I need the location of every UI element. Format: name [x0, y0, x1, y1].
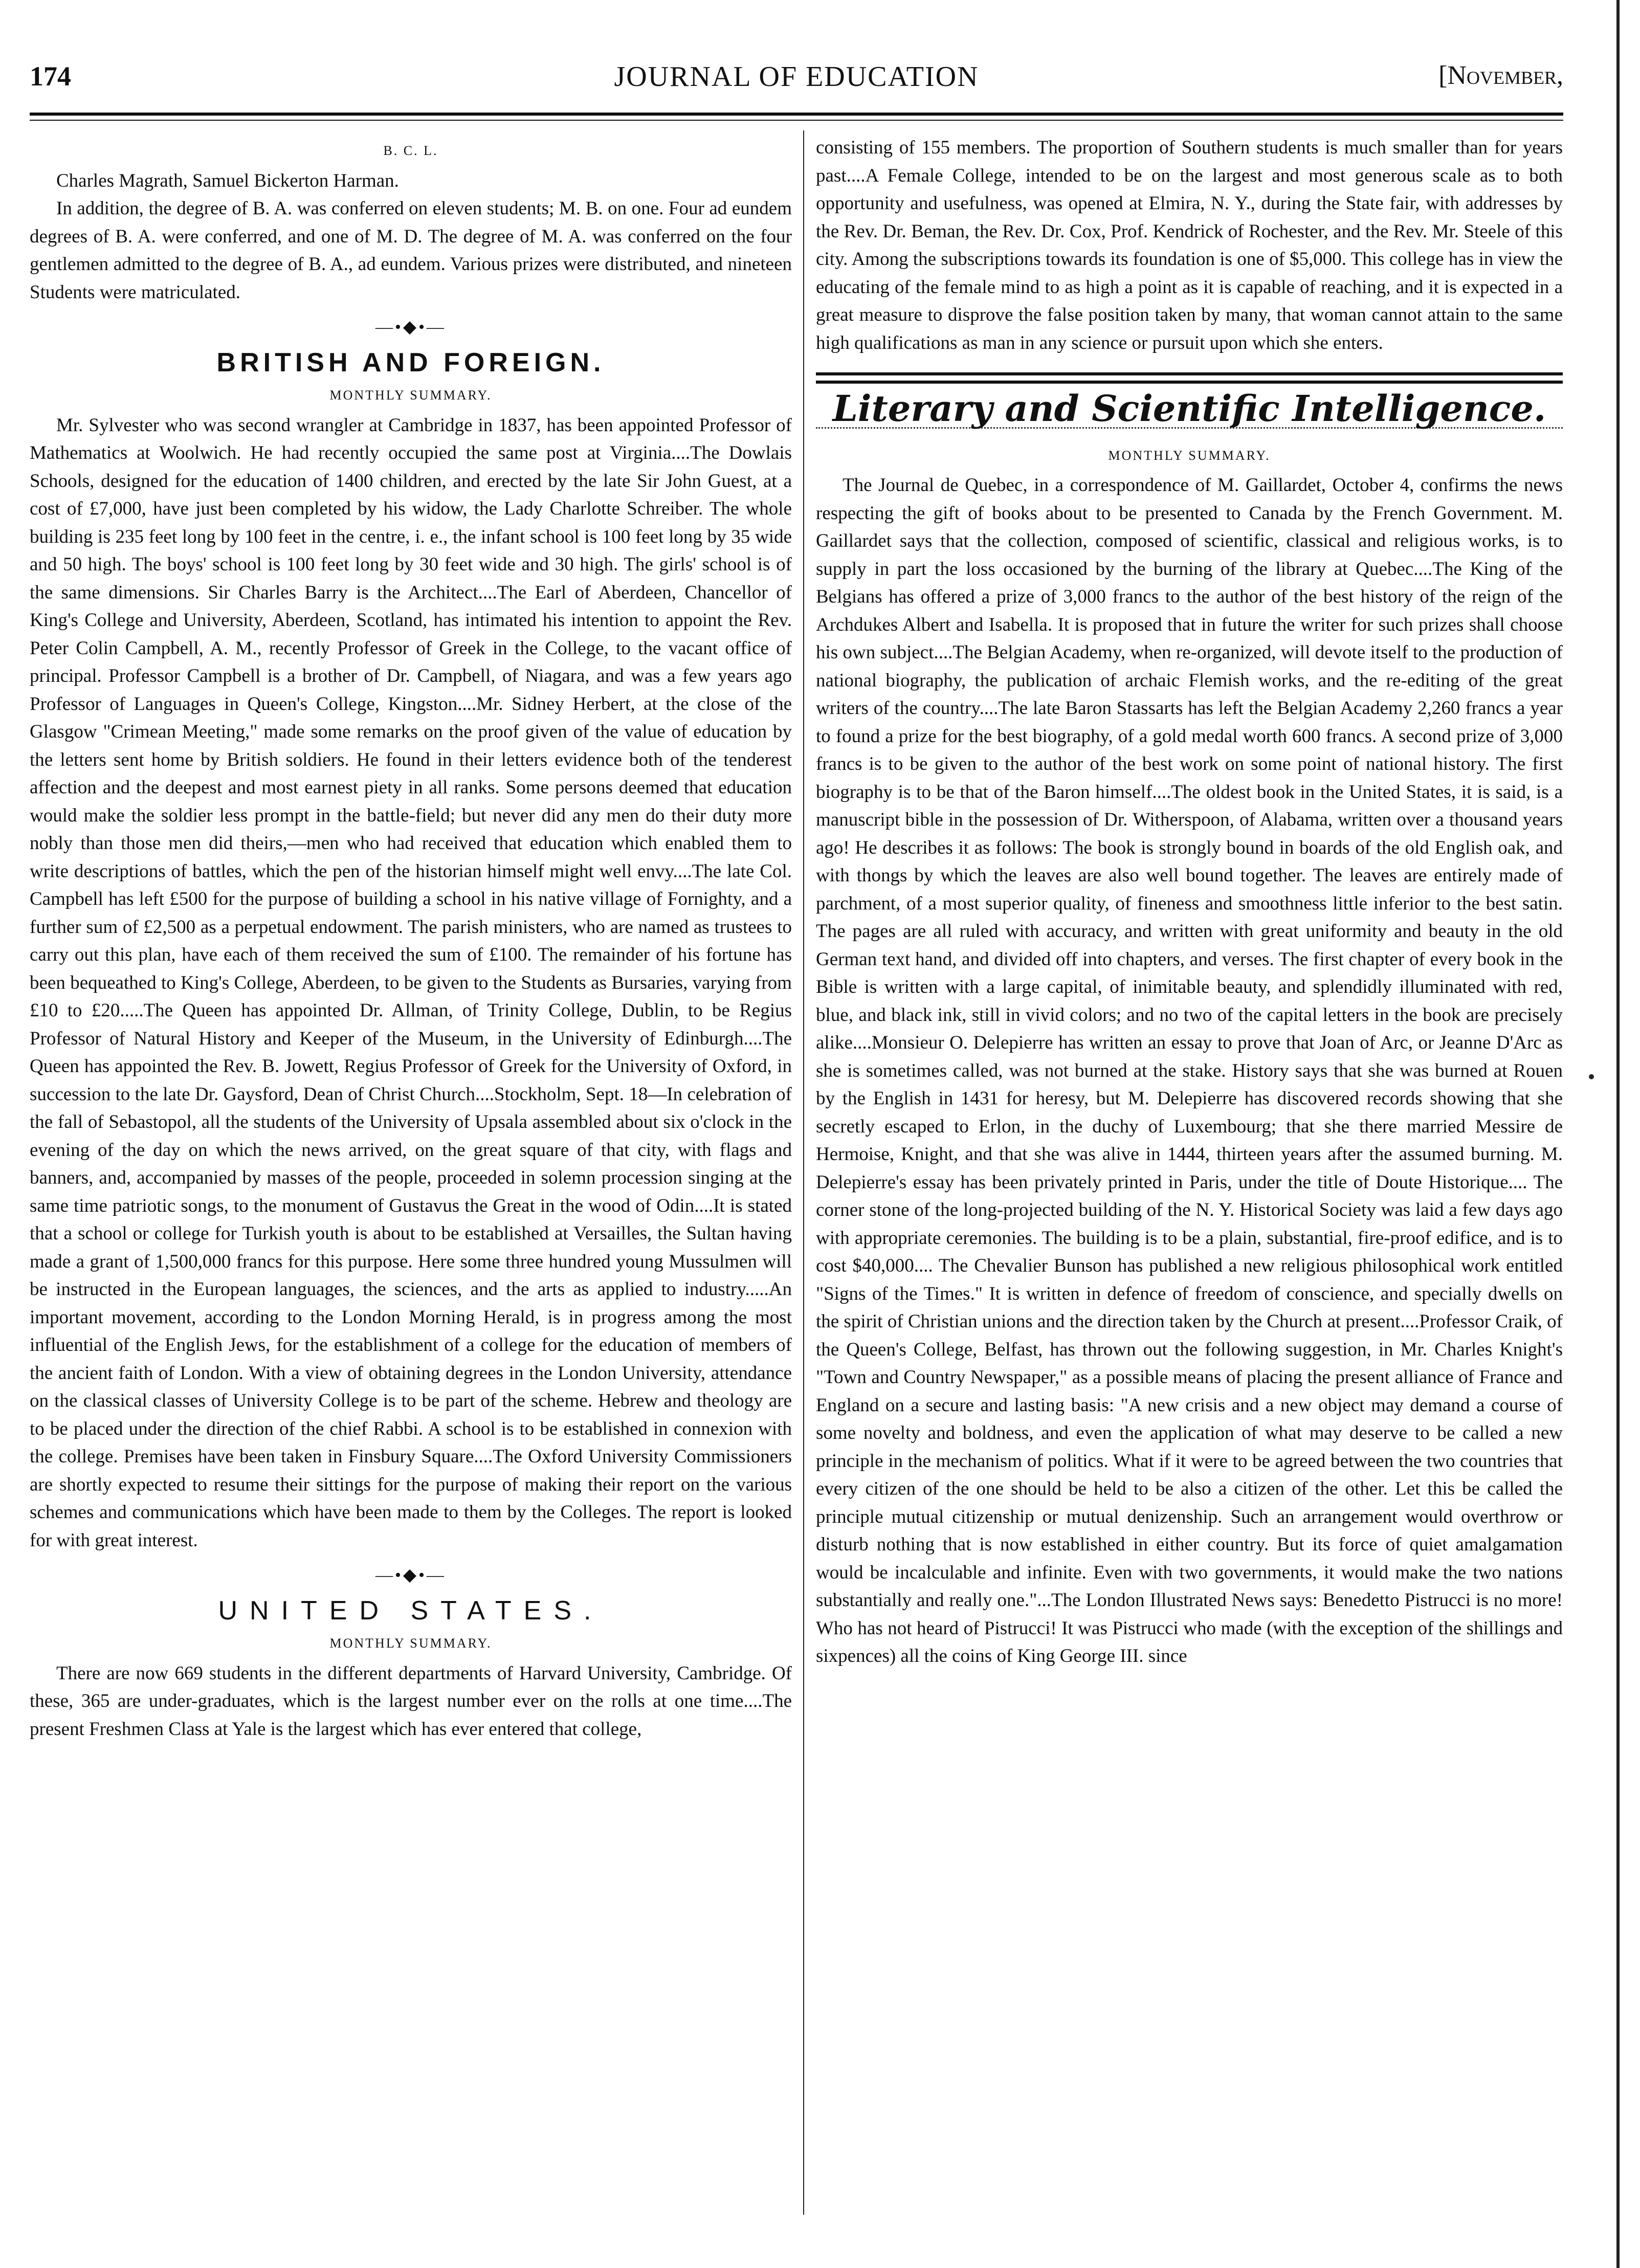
british-monthly-summary: MONTHLY SUMMARY.	[329, 388, 492, 403]
column-divider	[803, 130, 804, 2215]
british-foreign-text: Mr. Sylvester who was second wrangler at Cambridge in 1837, has been appointed Professor of Mathematics at Woolwich. He had recently occupied the same post at Virginia....The Dowlais Schools, designed for the education of 1400 children, and erected by the late Sir John Guest, at a cost of £7,000, have just been completed by his widow, the Lady Charlotte Schreiber. The whole building is 235 feet long by 100 feet in the centre, i. e., the infant school is 100 feet long by 35 wide and 50 high. The boys' school is 100 feet long by 30 feet wide and 30 high. The girls' school is of the same dimensions. Sir Charles Barry is the Architect....The Earl of Aberdeen, Chancellor of King's College and University, Aberdeen, Scotland, has intimated his intention to appoint the Rev. Peter Colin Campbell, A. M., recently Professor of Greek in the College, to the vacant office of principal. Professor Campbell is a brother of Dr. Campbell, of Niagara, and was a few years ago Professor of Languages in Queen's College, Kingston....Mr. Sidney Herbert, at the close of the Glasgow "Crimean Meeting," made some remarks on the proof given of the value of education by the letters sent home by British soldiers. He found in their letters evidence both of the tenderest affection and the deepest and most earnest piety in all ranks. Some persons deemed that education would make the soldier less prompt in the battle-field; but never did any men do their duty more nobly than those men did theirs,—men who had received that education which enabled them to write descriptions of battles, which the pen of the historian himself might well envy....The late Col. Campbell has left £500 for the purpose of building a school in his native village of Fornighty, and a further sum of £2,500 as a perpetual endowment. The parish ministers, who are named as trustees to carry out this plan, have each of them received the sum of £100. The remainder of his fortune has been bequeathed to King's College, Aberdeen, to be given to the Students as Bursaries, varying from £10 to £20.....The Queen has appointed Dr. Allman, of Trinity College, Dublin, to be Regius Professor of Natural History and Keeper of the Museum, in the University of Edinburgh....The Queen has appointed the Rev. B. Jowett, Regius Professor of Greek for the University of Oxford, in succession to the late Dr. Gaysford, Dean of Christ Church....Stockholm, Sept. 18—In celebration of the fall of Sebastopol, all the students of the University of Upsala assembled about six o'clock in the evening of the day on which the news arrived, on the great square of that city, with flags and banners, and, accompanied by masses of the people, proceeded in solemn procession singing at the same time patriotic songs, to the monument of Gustavus the Great in the wood of Odin....It is stated that a school or college for Turkish youth is about to be established at Versailles, the Sultan having made a grant of 1,500,000 francs for this purpose. Here some three hundred young Mussulmen will be instructed in the European languages, the sciences, and the arts as applied to industry.....An important movement, according to the London Morning Herald, is in progress among the most influential of the English Jews, for the establishment of a college for the education of members of the ancient faith of London. With a view of obtaining degrees in the London University, attendance on the classical classes of University College is to be part of the scheme. Hebrew and theology are to be placed under the direction of the chief Rabbi. A school is to be established in connexion with the college. Premises have been taken in Finsbury Square....The Oxford University Commissioners are shortly expected to resume their sittings for the purpose of making their report on the various schemes and communications which have been made to them by the Colleges. The report is looked for with great interest.	[30, 414, 792, 1551]
literary-text: The Journal de Quebec, in a correspondence of M. Gaillardet, October 4, confirms the news respecting the gift of books about to be presented to Canada by the French Government. M. Gaillardet says that the collection, composed of scientific, classical and religious works, is to supply in part the loss occasioned by the burning of the library at Quebec....The King of the Belgians has offered a prize of 3,000 francs to the author of the best history of the reign of the Archdukes Albert and Isabella. It is proposed that in future the writer for such prizes shall choose his own subject....The Belgian Academy, when re-organized, will devote itself to the production of national biography, the publication of archaic Flemish works, and the re-editing of the great writers of the country....The late Baron Stassarts has left the Belgian Academy 2,260 francs a year to found a prize for the best biography, of a gold medal worth 600 francs. A second prize of 3,000 francs is to be given to the author of the best work on some point of national history. The first biography is to be that of the Baron himself....The oldest book in the United States, it is said, is a manuscript bible in the possession of Dr. Witherspoon, of Alabama, written over a thousand years ago! He describes it as follows: The book is strongly bound in boards of the old English oak, and with thongs by which the leaves are also well bound together. The leaves are entirely made of parchment, of a most superior quality, of fineness and smoothness little inferior to the best satin. The pages are all ruled with accuracy, and written with great uniformity and beauty in the old German text hand, and divided off into chapters, and verses. The first chapter of every book in the Bible is written with a large capital, of inimitable beauty, and splendidly illuminated with red, blue, and black ink, still in vivid colors; and no two of the capital letters in the book are precisely alike....Monsieur O. Delepierre has written an essay to prove that Joan of Arc, or Jeanne D'Arc as she is sometimes called, was not burned at the stake. History says that she was burned at Rouen by the English in 1431 for heresy, but M. Delepierre has discovered records showing that she secretly escaped to Erlon, in the duchy of Luxembourg; that she there married Messire de Hermoise, Knight, and that she was alive in 1444, thirteen years after the assumed burning. M. Delepierre's essay has been privately printed in Paris, under the title of Doute Historique.... The corner stone of the long-projected building of the N. Y. Historical Society was laid a few days ago with appropriate ceremonies. The building is to be a plain, substantial, fire-proof edifice, and is to cost $40,000.... The Chevalier Bunson has published a new religious philosophical work entitled "Signs of the Times." It is written in defence of freedom of conscience, and specially dwells on the spirit of Christian unions and the direction taken by the Church at present....Professor Craik, of the Queen's College, Belfast, has thrown out the following suggestion, in Mr. Charles Knight's "Town and Country Newspaper," as a possible means of placing the present alliance of France and England on a secure and lasting basis: "A new crisis and a new object may demand a course of some novelty and boldness, and even the application of what may deserve to be called a new principle in the mechanism of politics. What if it were to be agreed between the two countries that every citizen of the one should be held to be also a citizen of the other. Let this be called the principle mutual citizenship or mutual denizenship. Such an arrangement would overthrow or disturb nothing that is now established in either country. But its force of quiet amalgamation would be incalculable and infinite. Even with two governments, it would make the two nations substantially and really one."...The London Illustrated News says: Benedetto Pistrucci is no more! Who has not heard of Pistrucci! It was Pistrucci who made (with the exception of the shillings and sixpences) all the coins of King George III. since	[816, 475, 1563, 1666]
page-number: 174	[30, 61, 71, 92]
united-states-heading: UNITED STATES.	[218, 1595, 604, 1626]
header-rule	[30, 113, 1563, 121]
section-ornament-2: —•◆•—	[375, 1566, 446, 1585]
page-header	[30, 60, 1563, 106]
left-column	[30, 134, 792, 1743]
us-monthly-summary: MONTHLY SUMMARY.	[329, 1636, 492, 1651]
issue-label: [November,	[1438, 61, 1563, 90]
us-continued-text: consisting of 155 members. The proportion of Southern students is much smaller than for years past....A Female College, intended to be on the largest and most generous scale as to both opportunity and usefulness, was opened at Elmira, N. Y., during the State fair, with addresses by the Rev. Dr. Beman, the Rev. Dr. Cox, Prof. Kendrick of Rochester, and the Rev. Mr. Steele of this city. Among the subscriptions towards its foundation is one of $5,000. This college has in view the educating of the female mind to as high a point as it is capable of reaching, and it is expected in a great measure to disprove the false position taken by many, that woman cannot attain to the same high qualifications as man in any science or pursuit upon which she enters.	[816, 137, 1563, 353]
united-states-text: There are now 669 students in the different departments of Harvard University, Cambridge. Of these, 365 are under-graduates, which is the largest number ever on the rolls at one time....The present Freshmen Class at Yale is the largest which has ever entered that college,	[30, 1662, 792, 1740]
british-foreign-heading: BRITISH AND FOREIGN.	[216, 347, 605, 377]
right-column	[816, 134, 1563, 1671]
binding-edge	[1616, 0, 1620, 2268]
degrees-label: B. C. L.	[383, 143, 438, 158]
degrees-names: Charles Magrath, Samuel Bickerton Harman.	[56, 170, 399, 191]
margin-mark	[1589, 1074, 1594, 1079]
literary-monthly-summary: MONTHLY SUMMARY.	[1108, 448, 1271, 463]
degrees-paragraph: In addition, the degree of B. A. was conferred on eleven students; M. B. on one. Four ad eundem degrees of B. A. were conferred, and one of M. D. The degree of M. A. was conferred on the four gentlemen admitted to the degree of B. A., ad eundem. Various prizes were distributed, and nineteen Students were matriculated.	[30, 198, 792, 303]
literary-heading: Literary and Scientific Intelligence.	[832, 387, 1546, 430]
journal-title: JOURNAL OF EDUCATION	[614, 61, 979, 93]
double-rule	[816, 372, 1563, 384]
section-ornament: —•◆•—	[375, 318, 446, 337]
